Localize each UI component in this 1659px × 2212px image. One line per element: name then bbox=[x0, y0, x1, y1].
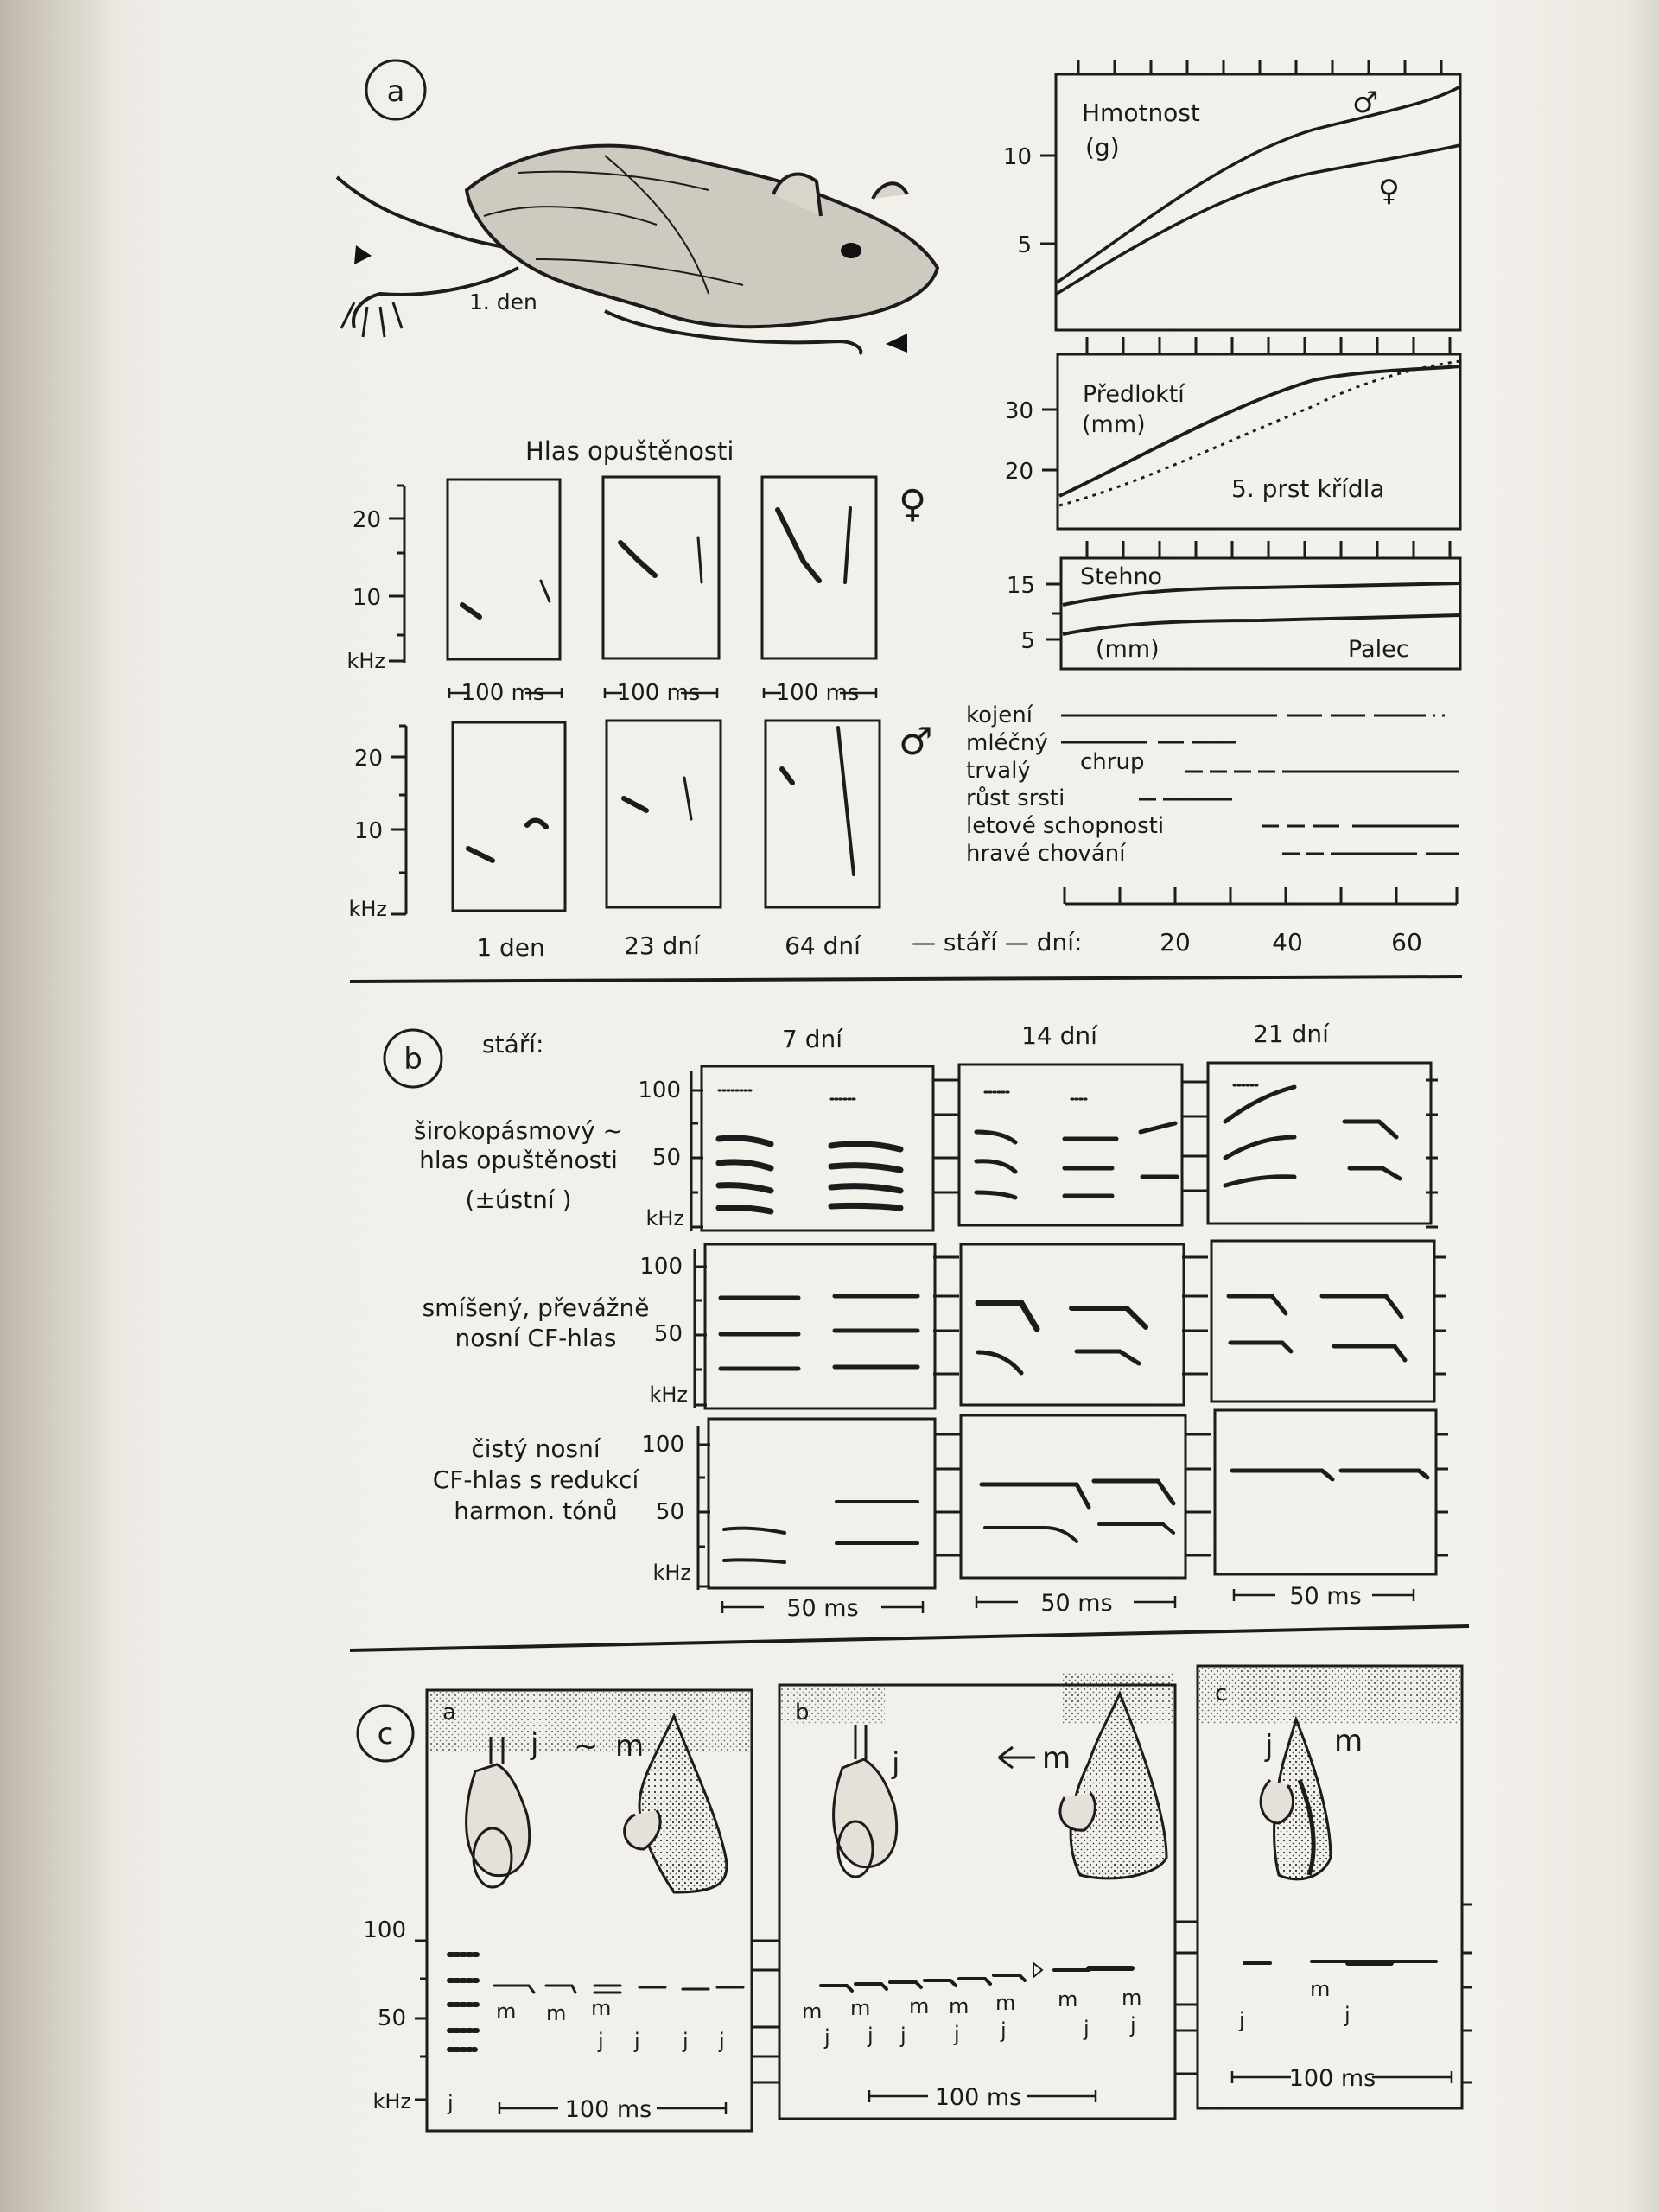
b-row2-spectrograms bbox=[705, 1241, 1434, 1408]
row3-line1: čistý nosní bbox=[471, 1434, 601, 1463]
mass-tick-5: 5 bbox=[1017, 232, 1032, 258]
mass-chart bbox=[1003, 60, 1460, 330]
panel-b-marker: b bbox=[404, 1042, 423, 1077]
c-a-m: m bbox=[615, 1729, 645, 1764]
thigh-tick-15: 15 bbox=[1006, 573, 1035, 599]
age-64-dni: 64 dní bbox=[785, 931, 861, 960]
a-scale-label-1: 100 ms bbox=[461, 680, 545, 706]
a-scale-label-2: 100 ms bbox=[616, 680, 701, 706]
forearm-tick-30: 30 bbox=[1004, 398, 1033, 424]
row2-line1: smíšený, převážně bbox=[422, 1294, 650, 1322]
female-spectrograms bbox=[448, 477, 876, 659]
c-b-j4: j bbox=[954, 2022, 960, 2046]
sub-b-label: b bbox=[795, 1700, 810, 1726]
male-tick-10: 10 bbox=[353, 818, 383, 844]
panel-b-age-21: 21 dní bbox=[1253, 1020, 1329, 1048]
c-tick-50: 50 bbox=[377, 2005, 406, 2031]
male-spectrograms bbox=[453, 721, 880, 911]
age-tick-40: 40 bbox=[1272, 928, 1303, 957]
row2-tick-50: 50 bbox=[653, 1321, 683, 1347]
b-axes bbox=[691, 1071, 1448, 1590]
separator-1 bbox=[350, 976, 1462, 982]
bat-pup-illustration bbox=[337, 146, 938, 354]
a-spectro-axes bbox=[389, 486, 406, 914]
mass-male-symbol: ♂ bbox=[1352, 86, 1379, 120]
c-c-j: j bbox=[1265, 1729, 1274, 1764]
c-scale-label-2: 100 ms bbox=[934, 2084, 1022, 2111]
panel-a-marker: a bbox=[386, 74, 405, 109]
timeline-mlecny: mléčný bbox=[966, 730, 1048, 756]
forearm-tick-20: 20 bbox=[1004, 459, 1033, 485]
c-a-m1: m bbox=[496, 1999, 517, 2024]
male-khz-unit: kHz bbox=[348, 897, 387, 921]
row1-tick-50: 50 bbox=[652, 1145, 681, 1171]
timeline-trvaly: trvalý bbox=[966, 758, 1031, 784]
age-1-den: 1 den bbox=[476, 933, 545, 962]
b-scale-label-2: 50 ms bbox=[1040, 1590, 1113, 1617]
age-tick-20: 20 bbox=[1160, 928, 1191, 957]
row3-tick-100: 100 bbox=[641, 1432, 684, 1458]
c-b-spectrogram bbox=[821, 1963, 1132, 1991]
c-a-m2: m bbox=[546, 2001, 567, 2025]
panel-c bbox=[358, 1666, 1472, 2131]
c-c-j1: j bbox=[1239, 2008, 1245, 2032]
mass-tick-10: 10 bbox=[1002, 144, 1032, 170]
panel-b bbox=[385, 1020, 1448, 1622]
forearm-title-line1: Předloktí bbox=[1083, 381, 1185, 408]
age-23-dni: 23 dní bbox=[624, 931, 700, 960]
sub-c-label: c bbox=[1215, 1681, 1228, 1707]
c-c-m: m bbox=[1334, 1724, 1363, 1758]
thigh-title: Stehno bbox=[1080, 563, 1163, 590]
c-b-m4: m bbox=[949, 1994, 969, 2018]
c-c-spectrogram bbox=[1244, 1961, 1436, 1963]
c-a-j5: j bbox=[448, 2091, 454, 2115]
c-b-m2: m bbox=[850, 1996, 871, 2020]
row1-line2: hlas opuštěnosti bbox=[419, 1146, 618, 1174]
age-axis-label: — stáří — dní: bbox=[912, 928, 1083, 957]
b-scale-label-3: 50 ms bbox=[1289, 1583, 1362, 1610]
row3-line2: CF-hlas s redukcí bbox=[432, 1465, 639, 1494]
panel-c-box-c bbox=[1198, 1666, 1462, 2108]
age-tick-60: 60 bbox=[1391, 928, 1422, 957]
c-khz: kHz bbox=[372, 2089, 411, 2113]
thigh-tick-5: 5 bbox=[1020, 628, 1035, 654]
panel-c-marker: c bbox=[377, 1717, 394, 1751]
row2-tick-100: 100 bbox=[639, 1254, 683, 1280]
mass-title-line2: (g) bbox=[1085, 133, 1120, 162]
c-b-j7: j bbox=[1130, 2013, 1136, 2037]
timeline-letove: letové schopnosti bbox=[966, 813, 1165, 839]
mass-title-line1: Hmotnost bbox=[1082, 99, 1200, 127]
timeline-kojeni: kojení bbox=[966, 702, 1033, 728]
forearm-title-line2: (mm) bbox=[1082, 411, 1146, 438]
row3-line3: harmon. tónů bbox=[454, 1497, 618, 1525]
panel-b-age-label: stáří: bbox=[482, 1030, 544, 1058]
pup-caption: 1. den bbox=[469, 289, 537, 315]
male-symbol: ♂ bbox=[899, 720, 933, 764]
b-row1-spectrograms bbox=[702, 1063, 1431, 1230]
row1-tick-100: 100 bbox=[638, 1077, 681, 1103]
c-tick-100: 100 bbox=[363, 1917, 406, 1943]
c-c-j2: j bbox=[1344, 2003, 1351, 2027]
c-b-j: j bbox=[892, 1746, 900, 1781]
c-b-m7: m bbox=[1122, 1986, 1142, 2010]
b-scale-label-1: 50 ms bbox=[786, 1595, 859, 1622]
female-tick-20: 20 bbox=[352, 507, 381, 533]
c-b-j2: j bbox=[868, 2024, 874, 2048]
c-a-m3: m bbox=[591, 1996, 612, 2020]
c-b-m1: m bbox=[802, 1999, 823, 2024]
c-a-j: j bbox=[531, 1727, 539, 1762]
row2-khz: kHz bbox=[649, 1382, 688, 1407]
row3-tick-50: 50 bbox=[655, 1499, 684, 1525]
thigh-chart bbox=[1007, 541, 1460, 669]
male-tick-20: 20 bbox=[353, 746, 383, 772]
panel-a bbox=[337, 60, 1460, 962]
hlas-title: Hlas opuštěnosti bbox=[525, 436, 734, 466]
row3-khz: kHz bbox=[652, 1560, 691, 1585]
c-b-j1: j bbox=[824, 2025, 830, 2050]
separator-2 bbox=[350, 1626, 1469, 1650]
female-symbol: ♀ bbox=[899, 482, 927, 526]
c-b-j3: j bbox=[900, 2024, 906, 2048]
c-a-j4: j bbox=[719, 2029, 725, 2053]
panel-b-age-14: 14 dní bbox=[1021, 1021, 1097, 1050]
c-b-m: m bbox=[1042, 1741, 1071, 1776]
panel-b-age-7: 7 dní bbox=[781, 1025, 843, 1053]
c-scale-label-3: 100 ms bbox=[1288, 2065, 1376, 2092]
row1-line1: širokopásmový ~ bbox=[413, 1116, 624, 1145]
forearm-finger-label: 5. prst křídla bbox=[1231, 474, 1385, 503]
c-a-tilde: ~ bbox=[574, 1729, 599, 1764]
c-b-m5: m bbox=[995, 1991, 1016, 2015]
c-c-m1: m bbox=[1310, 1977, 1331, 2001]
b-row3-spectrograms bbox=[709, 1410, 1436, 1588]
mass-female-symbol: ♀ bbox=[1378, 174, 1400, 208]
female-khz-unit: kHz bbox=[346, 649, 385, 673]
thigh-unit: (mm) bbox=[1096, 636, 1160, 663]
forearm-chart bbox=[1005, 337, 1460, 529]
row2-line2: nosní CF-hlas bbox=[454, 1324, 617, 1352]
timeline-hrave: hravé chování bbox=[966, 841, 1126, 867]
c-b-m3: m bbox=[909, 1994, 930, 2018]
timeline-rust-srsti: růst srsti bbox=[966, 785, 1065, 811]
c-b-j5: j bbox=[1001, 2018, 1007, 2043]
c-b-j6: j bbox=[1084, 2017, 1090, 2041]
female-tick-10: 10 bbox=[352, 585, 381, 611]
c-scale-label-1: 100 ms bbox=[564, 2096, 652, 2123]
development-timeline bbox=[912, 702, 1459, 957]
c-a-j3: j bbox=[683, 2029, 689, 2053]
row1-khz: kHz bbox=[645, 1206, 684, 1230]
row1-line3: (±ústní ) bbox=[465, 1185, 572, 1214]
c-a-j2: j bbox=[634, 2029, 640, 2053]
a-scale-label-3: 100 ms bbox=[775, 680, 860, 706]
c-a-j1: j bbox=[598, 2029, 604, 2053]
timeline-chrup: chrup bbox=[1080, 749, 1145, 775]
sub-a-label: a bbox=[442, 1700, 456, 1726]
c-b-m6: m bbox=[1058, 1987, 1078, 2012]
thumb-label: Palec bbox=[1348, 636, 1409, 663]
